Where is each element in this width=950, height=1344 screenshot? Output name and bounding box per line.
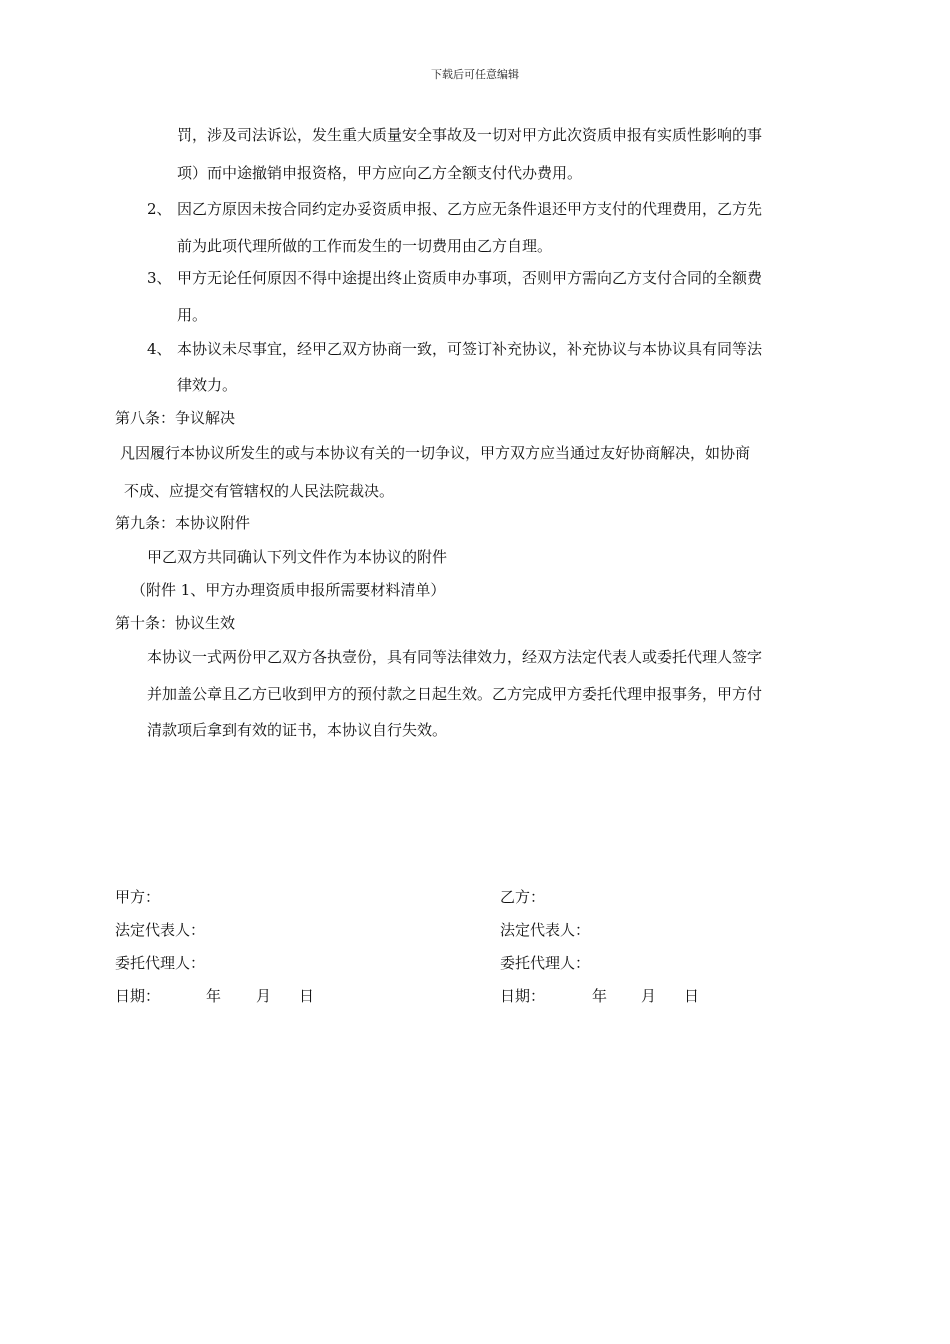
party-a-label: 甲方： <box>115 888 161 906</box>
clause7-item1-line1: 罚，涉及司法诉讼，发生重大质量安全事故及一切对甲方此次资质申报有实质性影响的事 <box>177 126 763 144</box>
party-b-legal-rep-label: 法定代表人： <box>500 921 591 939</box>
party-a-date-day: 日 <box>299 987 315 1005</box>
clause9-line1: 甲乙双方共同确认下列文件作为本协议的附件 <box>147 548 448 566</box>
clause7-item3-number: 3、 <box>147 269 172 287</box>
clause7-item2-line1: 因乙方原因未按合同约定办妥资质申报、乙方应无条件退还甲方支付的代理费用，乙方先 <box>177 200 763 218</box>
clause7-item4-line2: 律效力。 <box>177 376 238 394</box>
party-b-date-day: 日 <box>684 987 700 1005</box>
clause8-line1: 凡因履行本协议所发生的或与本协议有关的一切争议，甲方双方应当通过友好协商解决，如协商 <box>120 444 751 462</box>
clause7-item1-line2: 项）而中途撤销申报资格，甲方应向乙方全额支付代办费用。 <box>177 164 583 182</box>
clause9-title: 第九条：本协议附件 <box>115 514 251 532</box>
clause7-item2-number: 2、 <box>147 200 172 218</box>
party-a-agent-label: 委托代理人： <box>115 954 206 972</box>
clause10-line2: 并加盖公章且乙方已收到甲方的预付款之日起生效。乙方完成甲方委托代理申报事务，甲方付 <box>147 685 763 703</box>
party-a-date-year: 年 <box>206 987 222 1005</box>
party-b-date-year: 年 <box>592 987 608 1005</box>
party-b-agent-label: 委托代理人： <box>500 954 591 972</box>
clause7-item4-number: 4、 <box>147 340 172 358</box>
party-b-date-label: 日期： <box>500 987 546 1005</box>
clause9-line2: （附件 1、甲方办理资质申报所需要材料清单） <box>131 581 446 599</box>
party-a-date-label: 日期： <box>115 987 161 1005</box>
clause10-title: 第十条：协议生效 <box>115 614 236 632</box>
party-a-date-month: 月 <box>256 987 272 1005</box>
page-header: 下载后可任意编辑 <box>431 68 519 81</box>
clause7-item4-line1: 本协议未尽事宜，经甲乙双方协商一致，可签订补充协议，补充协议与本协议具有同等法 <box>177 340 763 358</box>
clause8-title: 第八条：争议解决 <box>115 409 236 427</box>
party-a-legal-rep-label: 法定代表人： <box>115 921 206 939</box>
clause7-item3-line1: 甲方无论任何原因不得中途提出终止资质申办事项，否则甲方需向乙方支付合同的全额费 <box>177 269 763 287</box>
clause7-item2-line2: 前为此项代理所做的工作而发生的一切费用由乙方自理。 <box>177 237 553 255</box>
party-b-label: 乙方： <box>500 888 546 906</box>
clause8-line2: 不成、应提交有管辖权的人民法院裁决。 <box>124 482 395 500</box>
clause7-item3-line2: 用。 <box>177 306 208 324</box>
party-b-date-month: 月 <box>641 987 657 1005</box>
clause10-line1: 本协议一式两份甲乙双方各执壹份，具有同等法律效力，经双方法定代表人或委托代理人签字 <box>147 648 763 666</box>
clause10-line3: 清款项后拿到有效的证书，本协议自行失效。 <box>147 721 448 739</box>
